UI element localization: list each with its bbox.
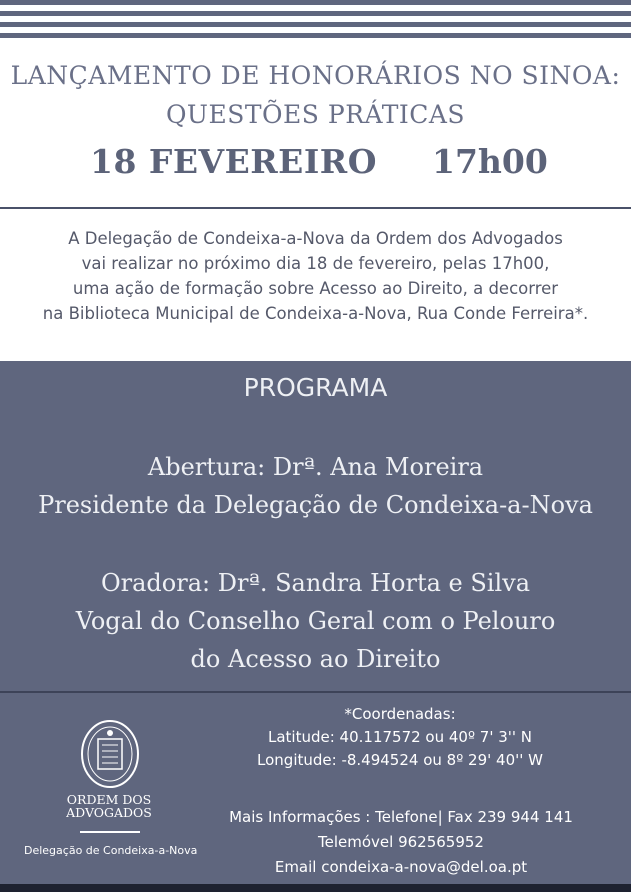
intro-paragraph <box>0 226 631 326</box>
top-stripes <box>0 0 631 42</box>
intro-line: vai realizar no próximo dia 18 de fevereiro, pelas 17h00, <box>81 254 550 273</box>
abertura-role: Presidente da Delegação de Condeixa-a-Nova <box>38 491 593 519</box>
contact-block <box>196 805 606 880</box>
ordem-advogados-logo <box>24 713 198 863</box>
logo-underline <box>80 831 140 833</box>
intro-line: A Delegação de Condeixa-a-Nova da Ordem dos Advogados <box>68 229 563 248</box>
footer-section <box>0 693 631 892</box>
divider-top <box>0 207 631 209</box>
programa-heading: PROGRAMA <box>243 373 388 402</box>
stripe <box>0 22 631 27</box>
contact-phone: Mais Informações : Telefone| Fax 239 944 141 <box>229 808 573 826</box>
org-name <box>24 793 194 819</box>
coordinates-title: *Coordenadas: <box>344 705 456 723</box>
org-name-line2: ADVOGADOS <box>66 805 152 820</box>
stripe <box>0 33 631 38</box>
stripe <box>0 11 631 16</box>
event-title-line2: QUESTÕES PRÁTICAS <box>165 100 466 129</box>
coordinates-block <box>200 703 600 772</box>
seal-icon <box>80 719 140 789</box>
programa-section <box>0 361 631 691</box>
intro-line: na Biblioteca Municipal de Condeixa-a-Nova, Rua Conde Ferreira*. <box>42 304 589 323</box>
delegation-name: Delegação de Condeixa-a-Nova <box>24 844 198 857</box>
latitude: Latitude: 40.117572 ou 40º 7' 3'' N <box>267 728 533 746</box>
oradora-role-line2: do Acesso ao Direito <box>190 645 441 673</box>
longitude: Longitude: -8.494524 ou 8º 29' 40'' W <box>257 751 543 769</box>
contact-mobile: Telemóvel 962565952 <box>318 833 484 851</box>
contact-email[interactable]: Email condeixa-a-nova@del.oa.pt <box>274 858 528 876</box>
event-date: 18 FEVEREIRO <box>90 142 377 181</box>
bottom-bar <box>0 884 631 892</box>
oradora-role-line1: Vogal do Conselho Geral com o Pelouro <box>75 607 556 635</box>
event-header <box>0 42 631 210</box>
stripe <box>0 0 631 5</box>
event-title-line1: LANÇAMENTO DE HONORÁRIOS NO SINOA: <box>10 61 621 90</box>
oradora-speaker: Oradora: Drª. Sandra Horta e Silva <box>100 569 531 597</box>
org-name-line1: ORDEM DOS <box>66 792 152 807</box>
event-time: 17h00 <box>432 142 548 181</box>
intro-line: uma ação de formação sobre Acesso ao Direito, a decorrer <box>72 279 559 298</box>
abertura-speaker: Abertura: Drª. Ana Moreira <box>147 453 484 481</box>
